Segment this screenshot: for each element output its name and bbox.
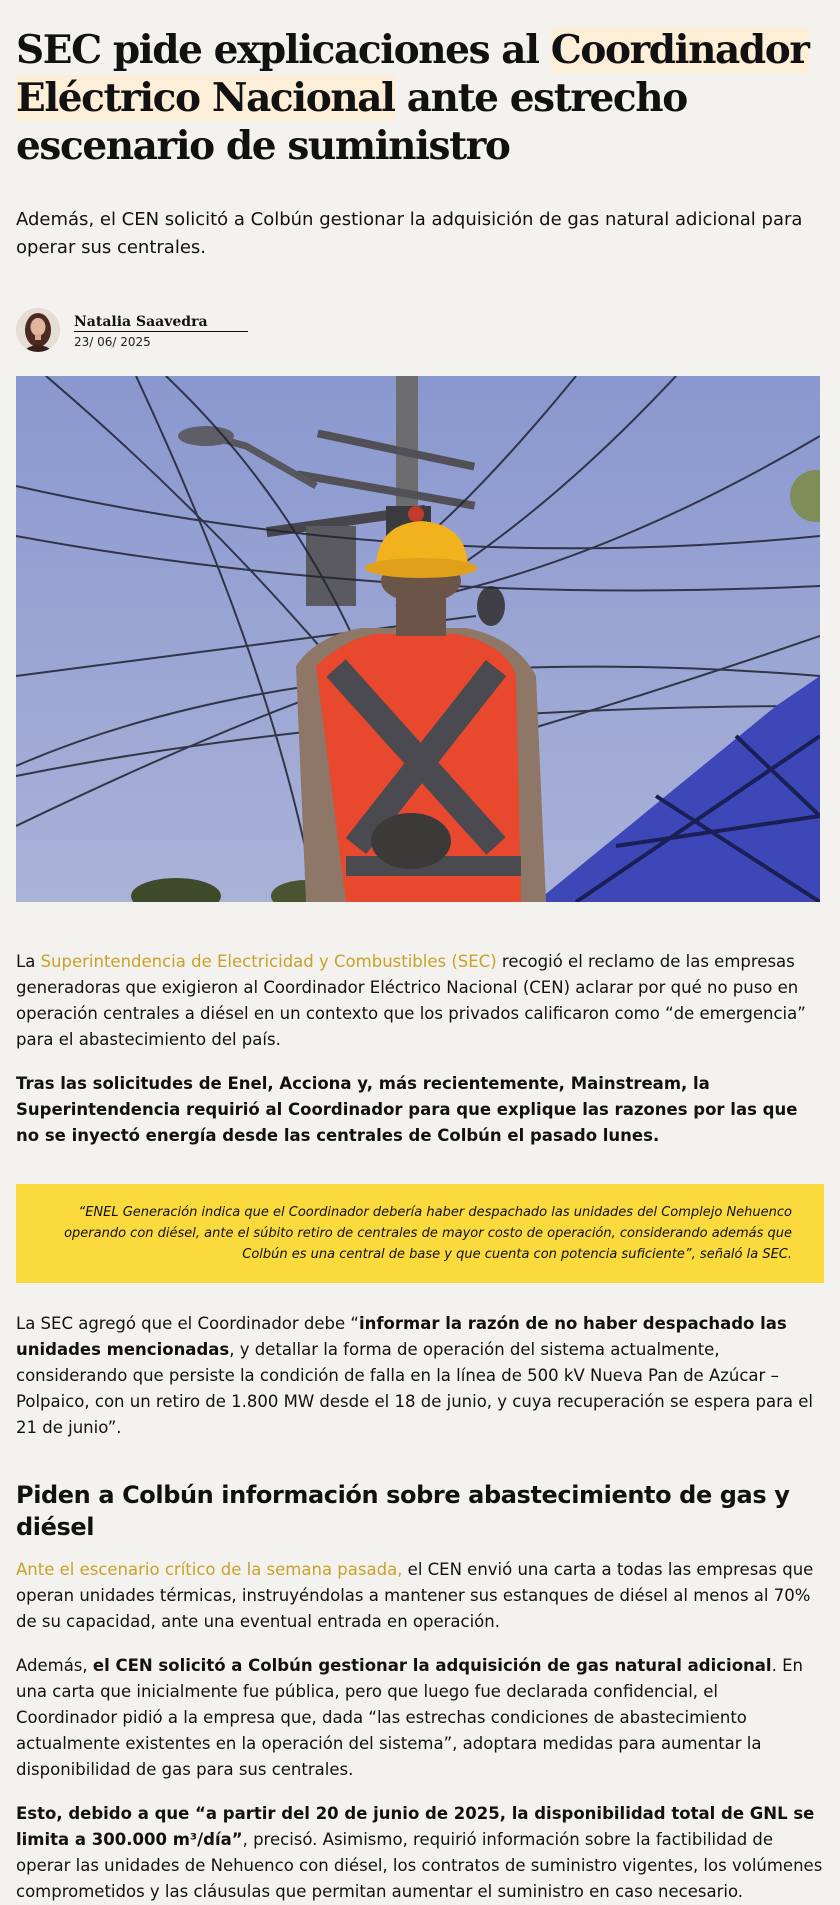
hero-image — [16, 376, 820, 902]
link-sec[interactable]: Superintendencia de Electricidad y Combustibles (SEC) — [40, 952, 497, 971]
article-title — [16, 26, 824, 170]
p3-bold: informar la razón de no haber despachado las unidades mencionadas — [16, 1314, 787, 1359]
paragraph-1 — [16, 949, 824, 1053]
p5-bold: el CEN solicitó a Colbún gestionar la adquisición de gas natural adicional — [92, 1656, 772, 1675]
title-text-end: ante estrecho escenario de suministro — [16, 75, 687, 169]
p1-text-start: La — [16, 952, 41, 971]
author-info — [74, 311, 248, 349]
p6-bold: Esto, debido a que “a partir del 20 de junio de 2025, la disponibilidad total de GNL se limita a 300.000 m³/día” — [16, 1804, 815, 1849]
publish-date: 23/ 06/ 2025 — [74, 335, 151, 349]
author-name-link[interactable]: Natalia Saavedra — [74, 313, 248, 332]
article — [0, 26, 840, 1905]
paragraph-6 — [16, 1801, 824, 1905]
p5-text-end: . En una carta que inicialmente fue pública, pero que luego fue declarada confidencial, el Coordinador pidió a la empresa que, dada “las estrechas condiciones de abastecimiento actualmente existentes en la operación del sistema”, adoptara medidas para aumentar la disponibilidad de gas para sus centrales. — [16, 1656, 803, 1779]
p3-text-end: , y detallar la forma de operación del sistema actualmente, considerando que persiste la condición de falla en la línea de 500 kV Nueva Pan de Azúcar – Polpaico, con un retiro de 1.800 MW desde el 18 de junio, y cuya recuperación se espera para el 21 de junio”. — [16, 1340, 813, 1437]
author-avatar[interactable] — [16, 308, 60, 352]
link-escenario-critico[interactable]: Ante el escenario crítico de la semana pasada, — [16, 1560, 403, 1579]
author-byline — [16, 306, 824, 354]
section-heading: Piden a Colbún información sobre abastecimiento de gas y diésel — [16, 1481, 790, 1541]
p4-text-end: el CEN envió una carta a todas las empresas que operan unidades térmicas, instruyéndolas a mantener sus estanques de diésel al menos al 70% de su capacidad, ante una eventual entrada en operación. — [16, 1560, 814, 1631]
p1-text-end: recogió el reclamo de las empresas generadoras que exigieron al Coordinador Eléctrico Nacional (CEN) aclarar por qué no puso en operación centrales a diésel en un contexto que los privados calificaron como “de emergencia” para el abastecimiento del país. — [16, 952, 806, 1049]
title-highlight: Coordinador Eléctrico Nacional — [16, 27, 809, 121]
paragraph-3 — [16, 1311, 824, 1441]
article-subtitle: Además, el CEN solicitó a Colbún gestionar la adquisición de gas natural adicional para operar sus centrales. — [16, 209, 803, 258]
title-text-start: SEC pide explicaciones al — [16, 27, 551, 73]
p3-text-start: La SEC agregó que el Coordinador debe “ — [16, 1314, 359, 1333]
paragraph-5 — [16, 1653, 824, 1783]
p5-text-start: Además, — [16, 1656, 93, 1675]
avatar-portrait-icon — [16, 308, 60, 352]
paragraph-4 — [16, 1557, 824, 1635]
quote-block: “ENEL Generación indica que el Coordinador debería haber despachado las unidades del Complejo Nehuenco operando con diésel, ante el súbito retiro de centrales de mayor costo de operación, considerando además que Colbún es una central de base y que cuenta con potencia suficiente”, señaló la SEC. — [16, 1184, 824, 1283]
p6-text-end: , precisó. Asimismo, requirió información sobre la factibilidad de operar las unidades de Nehuenco con diésel, los contratos de suministro vigentes, los volúmenes comprometidos y las cláusulas que permitan aumentar el suministro en caso necesario. — [16, 1830, 823, 1901]
paragraph-2: Tras las solicitudes de Enel, Acciona y, más recientemente, Mainstream, la Superintendencia requirió al Coordinador para que explique las razones por las que no se inyectó energía desde las centrales de Colbún el pasado lunes. — [16, 1074, 798, 1145]
